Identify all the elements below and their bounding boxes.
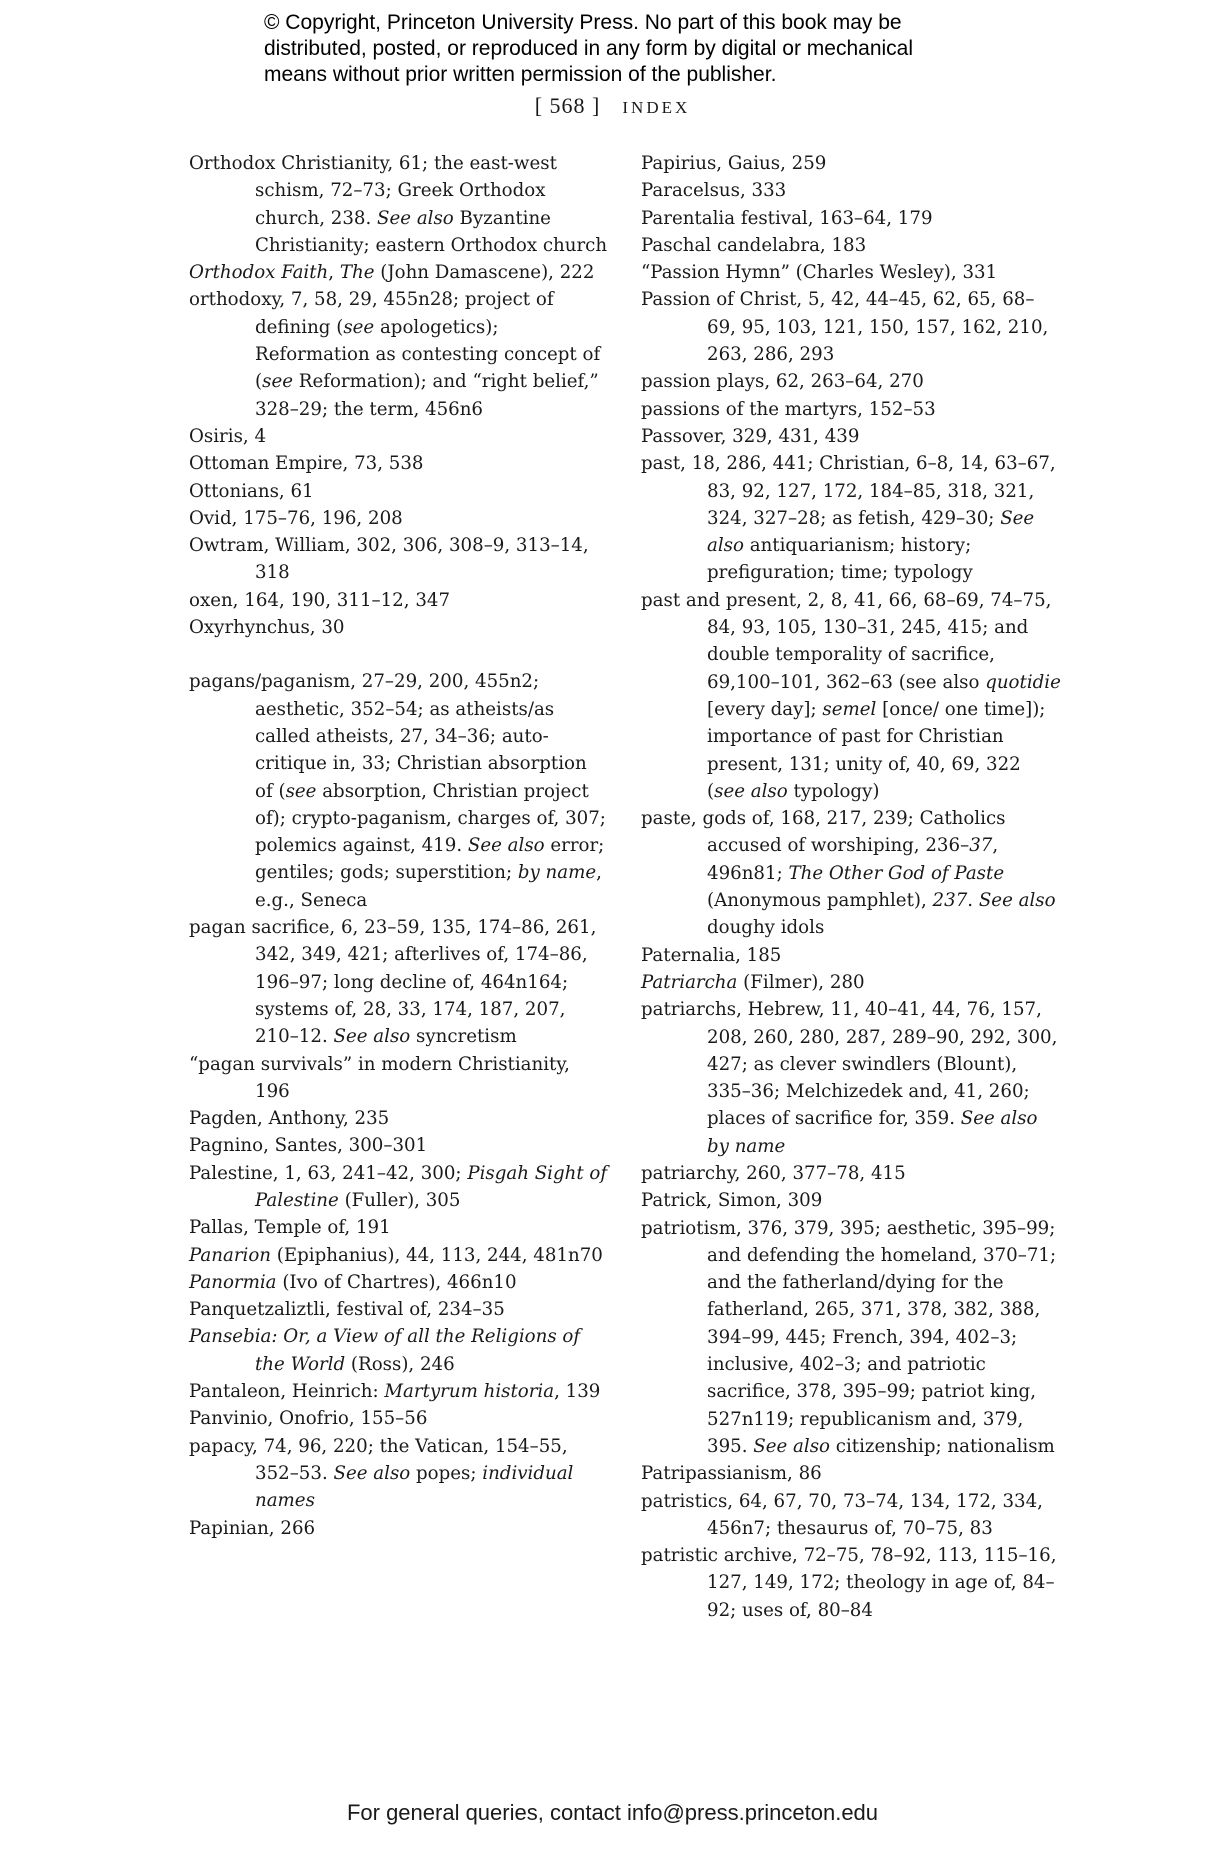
index-column-left [189, 150, 609, 1542]
index-entry-text: Panvinio, Onofrio, 155–56 [189, 1408, 428, 1430]
index-entry-text: passions of the martyrs, 152–53 [641, 398, 936, 420]
index-entry-italic: by name [517, 862, 597, 884]
index-entry [189, 478, 609, 505]
index-entry-text: antiquarianism; history; prefiguration; time; typology [707, 535, 973, 584]
index-entry-text: Paternalia, 185 [641, 944, 782, 966]
index-entry [641, 396, 1061, 423]
index-entry [641, 587, 1061, 805]
index-entry [641, 450, 1061, 586]
index-entry [641, 1187, 1061, 1214]
index-entry-italic: semel [822, 698, 877, 720]
index-entry-text: Ovid, 175–76, 196, 208 [189, 507, 403, 529]
index-entry-text: Oxyrhynchus, 30 [189, 617, 345, 639]
index-entry-text: oxen, 164, 190, 311–12, 347 [189, 589, 451, 611]
index-entry-italic: See also [467, 835, 545, 857]
index-entry-text: (Filmer), 280 [737, 971, 865, 993]
index-entry [641, 205, 1061, 232]
index-entry-italic: Pisgah Sight of Palestine [255, 1162, 608, 1211]
index-entry [189, 286, 609, 422]
index-entry-text: [once/ one time]); importance of past for Christian present, 131; unity of, 40, 69, 322 ( [707, 698, 1046, 802]
index-entry-text: Parentalia festival, 163–64, 179 [641, 207, 933, 229]
index-entry-text: “Passion Hymn” (Charles Wesley), 331 [641, 262, 998, 284]
index-entry-italic: see [285, 780, 317, 802]
section-gap [189, 641, 609, 668]
index-entry [189, 1051, 609, 1106]
index-entry [641, 286, 1061, 368]
index-entry-text: (Ross), 246 [345, 1353, 455, 1375]
footer-contact: For general queries, contact info@press.princeton.edu [346, 1800, 879, 1825]
index-entry-text: patriarchs, Hebrew, 11, 40–41, 44, 76, 157, 208, 260, 280, 287, 289–90, 292, 300, 427; as clever swindlers (Blount), 335–36; Melchizedek and, 41, 260; places of sacrifice for, 359. [641, 999, 1058, 1130]
index-entry [641, 177, 1061, 204]
index-entry [641, 1460, 1061, 1487]
index-entry-italic: See also [753, 1435, 830, 1457]
index-entry [189, 150, 609, 259]
index-entry-italic: Pansebia: Or, a View of all the Religions of the World [189, 1326, 581, 1375]
index-entry [189, 1405, 609, 1432]
index-entry-text: Owtram, William, 302, 306, 308–9, 313–14, 318 [189, 535, 589, 584]
index-entry-text: Passion of Christ, 5, 42, 44–45, 62, 65, 68–69, 95, 103, 121, 150, 157, 162, 210, 263, 286, 293 [641, 289, 1049, 366]
index-entry-italic: 237 [932, 890, 968, 912]
index-entry-italic: Panormia [189, 1271, 277, 1293]
index-entry-text: orthodoxy, 7, 58, 29, 455n28; project of defining ( [189, 289, 554, 338]
index-entry [189, 1105, 609, 1132]
copyright-line: distributed, posted, or reproduced in any form by digital or mechanical [264, 37, 914, 60]
index-entry-text: Pallas, Temple of, 191 [189, 1217, 391, 1239]
index-entry [641, 423, 1061, 450]
index-column-right [641, 150, 1061, 1624]
index-entry-text: Osiris, 4 [189, 425, 267, 447]
index-entry-text: , 139 [554, 1381, 601, 1403]
index-entry-text: papacy, 74, 96, 220; the Vatican, 154–55, 352–53. [189, 1435, 568, 1484]
index-entry-italic: see also [714, 780, 788, 802]
index-entry [189, 505, 609, 532]
index-entry-text: Paschal candelabra, 183 [641, 234, 867, 256]
index-entry [641, 1488, 1061, 1543]
index-entry [189, 1214, 609, 1241]
index-entry [641, 942, 1061, 969]
index-entry [189, 532, 609, 587]
index-entry-text: apologetics); Reformation as contesting concept of ( [255, 316, 601, 393]
index-entry [189, 1132, 609, 1159]
index-entry-text: (John Damascene), 222 [374, 262, 595, 284]
index-entry-text: Passover, 329, 431, 439 [641, 425, 860, 447]
index-entry [189, 1269, 609, 1296]
index-entry-text: Pantaleon, Heinrich: [189, 1381, 385, 1403]
index-entry-text: absorption, Christian project of); crypto-paganism, charges of, 307; polemics against, 419. [255, 780, 606, 857]
index-entry-italic: Panarion [189, 1244, 271, 1266]
index-entry-text: Palestine, 1, 63, 241–42, 300; [189, 1162, 468, 1184]
index-entry-text: Panquetzaliztli, festival of, 234–35 [189, 1299, 505, 1321]
index-entry-text: Pagden, Anthony, 235 [189, 1108, 390, 1130]
index-entry [189, 1323, 609, 1378]
index-entry-italic: Orthodox Faith [189, 262, 329, 284]
index-entry-italic: See also [707, 507, 1035, 557]
index-entry-text: pagan sacrifice, 6, 23–59, 135, 174–86, 261, 342, 349, 421; afterlives of, 174–86, 196–97; long decline of, 464n164; systems of, 28, 33, 174, 187, 207, 210–12. [189, 917, 597, 1048]
index-entry-italic: See also [377, 207, 454, 229]
index-entry-italic: see [343, 316, 375, 338]
index-entry-text: Ottoman Empire, 73, 538 [189, 453, 424, 475]
index-entry-text: Patripassianism, 86 [641, 1463, 822, 1485]
index-entry [641, 1215, 1061, 1461]
copyright-line: means without prior written permission of the publisher. [264, 63, 777, 86]
index-entry-text: patristics, 64, 67, 70, 73–74, 134, 172, 334, 456n7; thesaurus of, 70–75, 83 [641, 1490, 1043, 1539]
index-entry [189, 1160, 609, 1215]
index-entry [641, 969, 1061, 996]
index-entry [641, 805, 1061, 941]
index-entry-italic: individual names [255, 1462, 574, 1512]
index-entry [189, 1515, 609, 1542]
index-entry-italic: quotidie [985, 671, 1061, 693]
index-entry [641, 368, 1061, 395]
index-entry-text: patristic archive, 72–75, 78–92, 113, 115–16, 127, 149, 172; theology in age of, 84–92; uses of, 80–84 [641, 1545, 1057, 1621]
index-entry-text: error; gentiles; gods; superstition; [255, 835, 605, 884]
index-entry-text: (Fuller), 305 [338, 1189, 461, 1211]
index-entry-italic: The [339, 262, 375, 284]
index-entry-italic: The Other God of Paste [788, 862, 1005, 884]
index-entry-text: Ottonians, 61 [189, 480, 314, 502]
index-entry-italic: see [262, 371, 293, 393]
index-entry-text: [every day]; [707, 698, 823, 720]
copyright-line: © Copyright, Princeton University Press. No part of this book may be [264, 11, 902, 34]
index-entry-text: Orthodox Christianity, 61; the east-west schism, 72–73; Greek Orthodox church, 238. [189, 153, 557, 229]
index-entry-text: past and present, 2, 8, 41, 66, 68–69, 74–75, 84, 93, 105, 130–31, 245, 415; and double temporality of sacrifice, 69,100–101, 362–63 (see also [641, 589, 1052, 693]
index-entry [641, 996, 1061, 1160]
index-entry [189, 614, 609, 641]
index-entry-text: patriarchy, 260, 377–78, 415 [641, 1162, 906, 1184]
index-entry-text: typology) [787, 780, 880, 802]
index-entry-text: , 496n81; [707, 835, 999, 884]
index-entry [641, 259, 1061, 286]
index-entry-text: . [967, 890, 979, 912]
index-entry-text: (Anonymous pamphlet), [707, 890, 933, 912]
index-entry-italic: See also [333, 1462, 411, 1484]
index-entry [189, 450, 609, 477]
section-title: INDEX [622, 98, 691, 117]
index-entry [641, 150, 1061, 177]
index-entry [189, 1433, 609, 1515]
index-entry-text: passion plays, 62, 263–64, 270 [641, 371, 924, 393]
index-entry-text: (Epiphanius), 44, 113, 244, 481n70 [271, 1244, 603, 1266]
index-entry [189, 259, 609, 286]
index-entry [189, 914, 609, 1050]
index-entry-italic: See also [978, 890, 1056, 912]
index-entry [189, 1378, 609, 1405]
index-entry [189, 668, 609, 914]
index-entry-text: Reformation); and “right belief,” 328–29; the term, 456n6 [255, 371, 599, 420]
index-entry-italic: 37 [969, 835, 993, 857]
index-entry-italic: Patriarcha [641, 971, 738, 993]
index-entry [641, 1542, 1061, 1624]
index-entry-text: patriotism, 376, 379, 395; aesthetic, 395–99; and defending the homeland, 370–71; and the fatherland/dying for the fatherland, 265, 371, 378, 382, 388, 394–99, 445; French, 394, 402–3; inclusive, 402–3; and patriotic sacrifice, 378, 395–99; patriot king, 527n119; republicanism and, 379, 395. [641, 1217, 1057, 1457]
index-entry-italic: See also [333, 1026, 411, 1048]
index-entry [189, 423, 609, 450]
index-entry [189, 1296, 609, 1323]
index-entry-text: “pagan survivals” in modern Christianity, 196 [189, 1053, 570, 1102]
index-entry-text: , e.g., Seneca [255, 862, 602, 911]
index-entry-text: Papirius, Gaius, 259 [641, 153, 827, 174]
index-entry-italic: See also by name [707, 1108, 1038, 1157]
index-entry-text: past, 18, 286, 441; Christian, 6–8, 14, 63–67, 83, 92, 127, 172, 184–85, 318, 321, 324, 327–28; as fetish, 429–30; [641, 453, 1056, 529]
index-entry [189, 1242, 609, 1269]
index-entry-text: Papinian, 266 [189, 1517, 316, 1539]
index-entry-text: Byzantine Christianity; eastern Orthodox church [255, 207, 608, 256]
index-entry [641, 232, 1061, 259]
index-entry-text: paste, gods of, 168, 217, 239; Catholics accused of worshiping, 236– [641, 808, 1006, 857]
running-head [0, 92, 1225, 122]
index-entry-text: Paracelsus, 333 [641, 180, 787, 202]
page-number: [ 568 ] [534, 93, 601, 118]
index-entry-text: pagans/paganism, 27–29, 200, 455n2; aesthetic, 352–54; as atheists/as called atheists, 27, 34–36; auto-critique in, 33; Christian absorption of ( [189, 671, 587, 802]
index-entry [189, 587, 609, 614]
copyright-notice [264, 10, 984, 88]
index-entry [641, 1160, 1061, 1187]
index-entry-text: syncretism [410, 1026, 517, 1048]
index-entry-text: doughy idols [707, 917, 825, 939]
index-entry-text: citizenship; nationalism [830, 1435, 1055, 1457]
index-entry-text: (Ivo of Chartres), 466n10 [276, 1271, 517, 1293]
index-entry-text: , [328, 262, 340, 284]
index-entry-text: popes; [410, 1462, 483, 1484]
index-entry-text: Patrick, Simon, 309 [641, 1190, 823, 1212]
index-entry-italic: Martyrum historia [384, 1381, 555, 1403]
index-entry-text: Pagnino, Santes, 300–301 [189, 1135, 428, 1157]
